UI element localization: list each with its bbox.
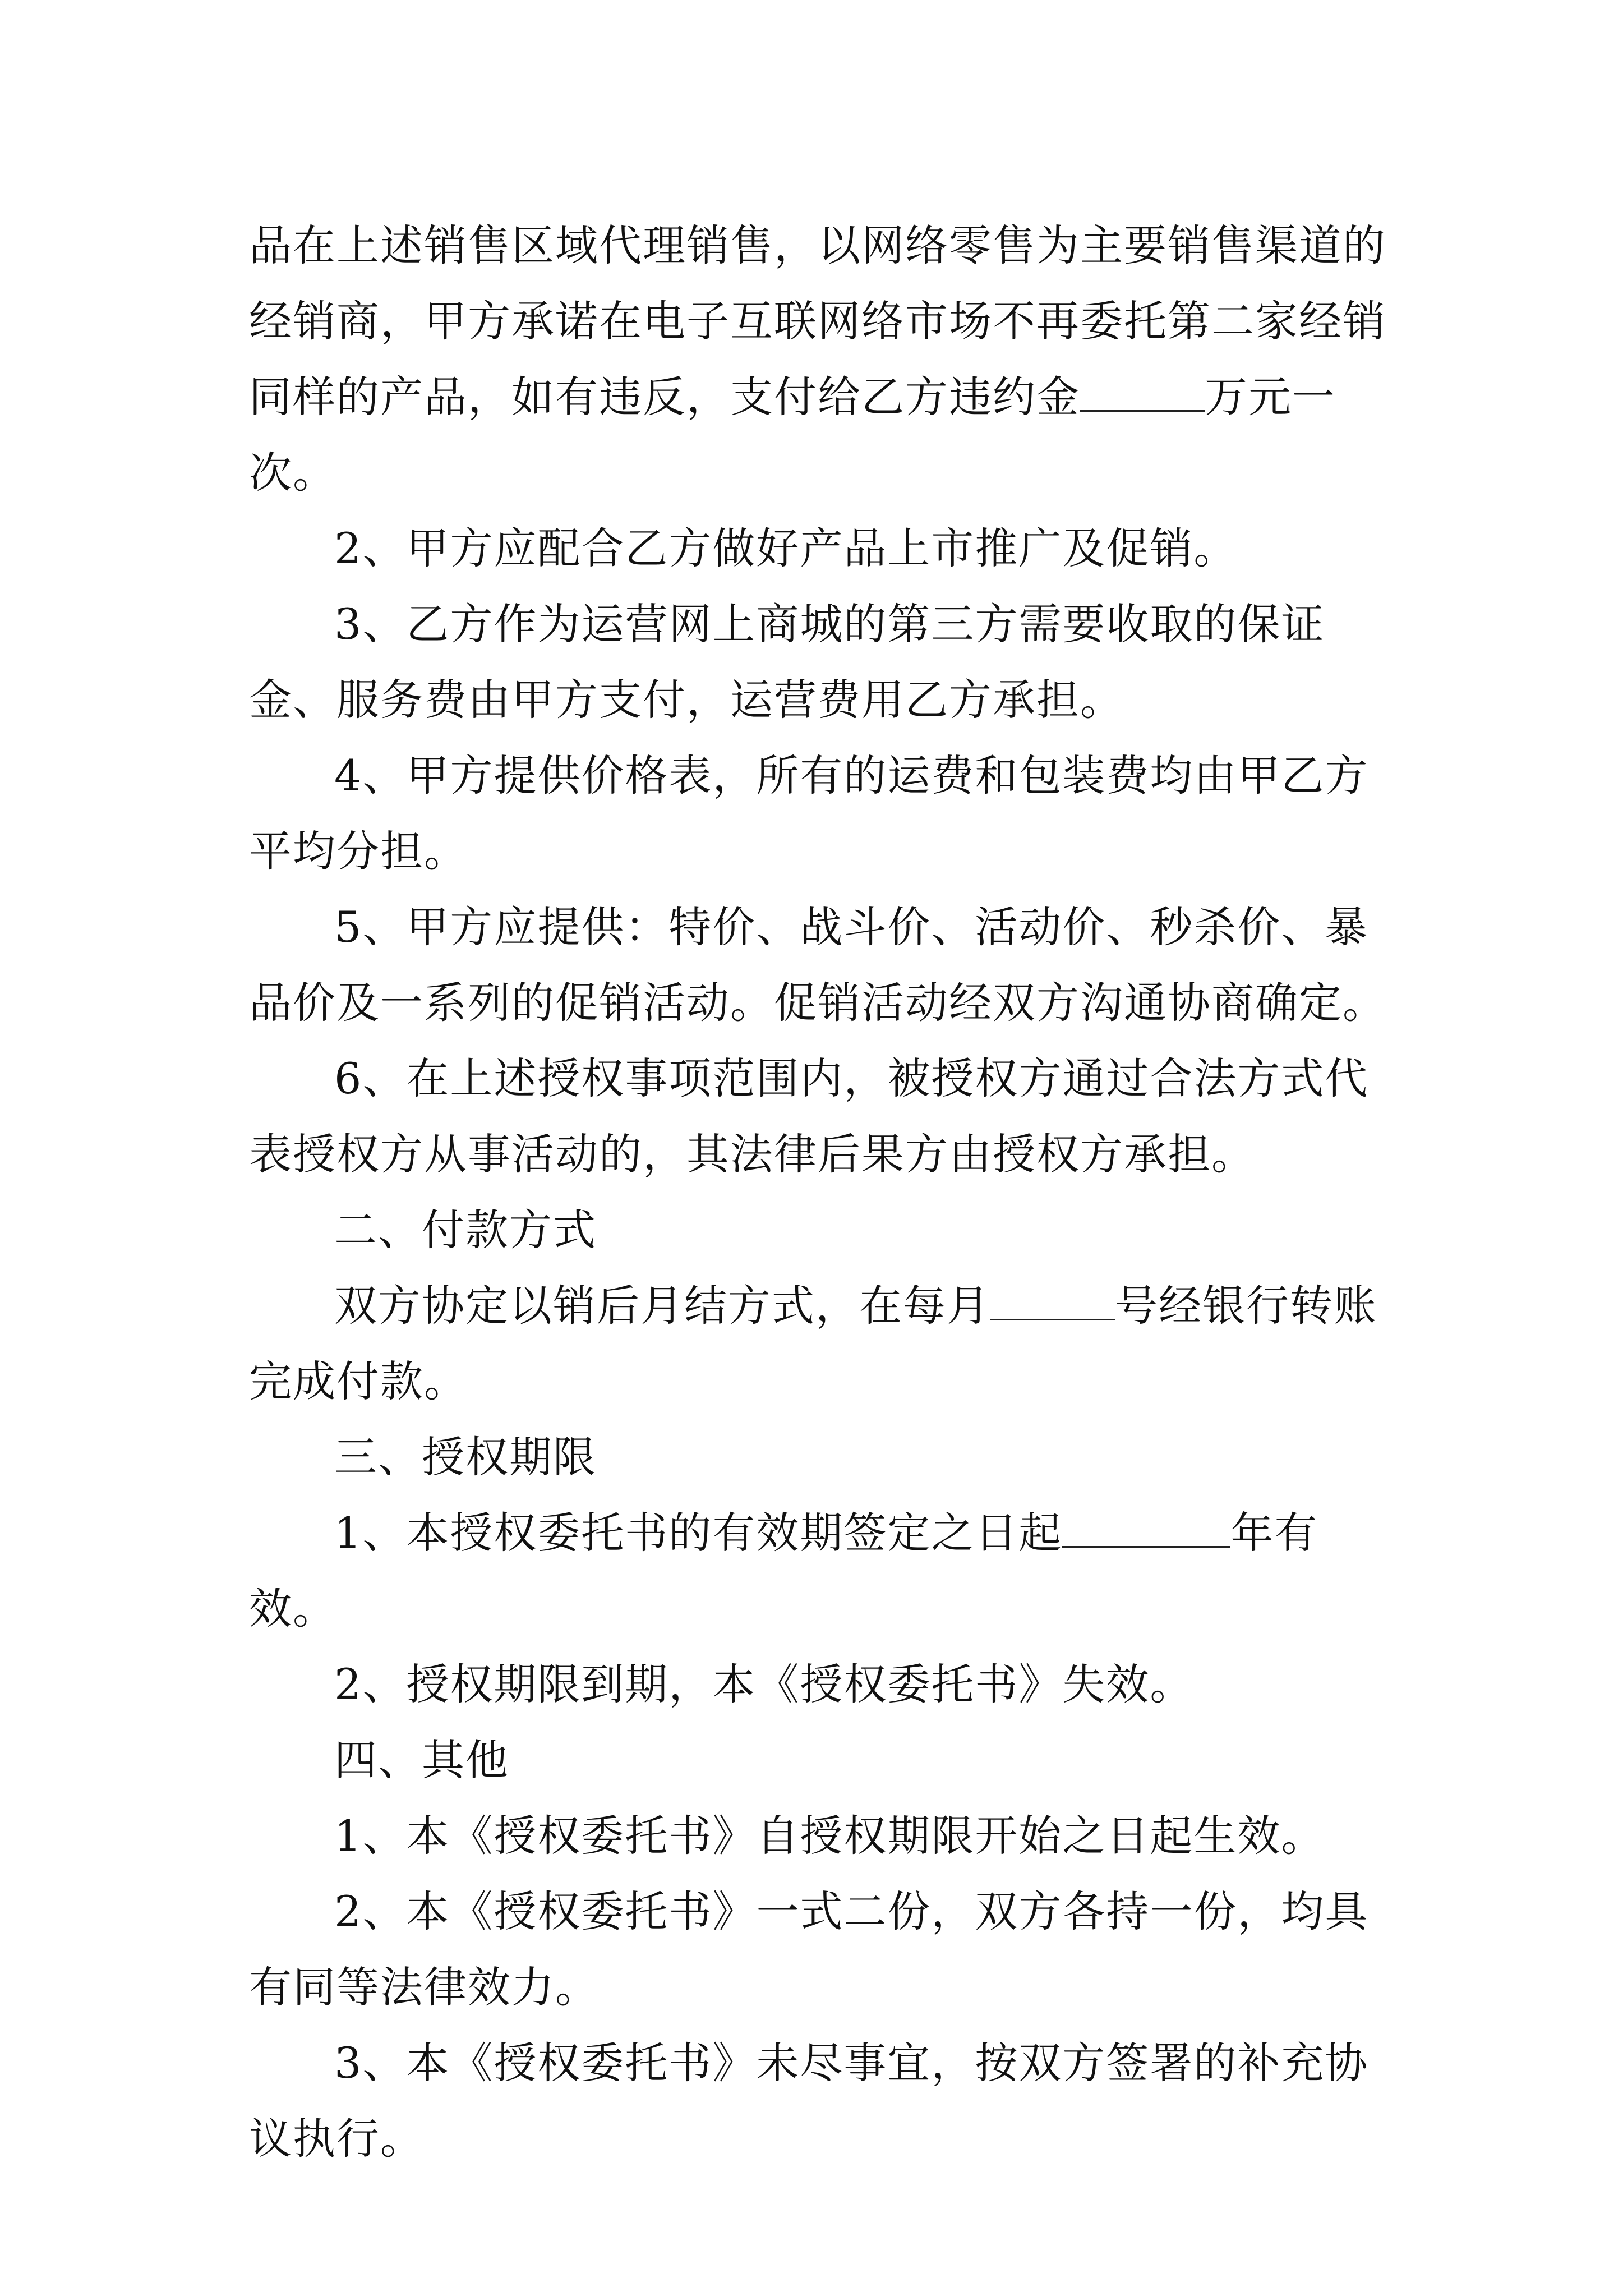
other-clause-2 <box>249 1874 1393 2025</box>
clause-5 <box>249 889 1393 1041</box>
paragraph-text: 1、本《授权委托书》自授权期限开始之日起生效。 <box>334 1811 1325 1861</box>
paragraph-text: 2、甲方应配合乙方做好产品上市推广及促销。 <box>334 523 1238 573</box>
paragraph-text: 4、甲方提供价格表，所有的运费和包装费均由甲乙方平均分担。 <box>249 751 1369 876</box>
document-body <box>249 208 1393 2177</box>
paragraph-text: 5、甲方应提供：特价、战斗价、活动价、秒杀价、暴品价及一系列的促销活动。促销活动经双方沟通协商确定。 <box>249 902 1386 1028</box>
term-clause-2 <box>249 1646 1393 1722</box>
paragraph-text: 品在上述销售区域代理销售，以网络零售为主要销售渠道的经销商，甲方承诺在电子互联网络市场不再委托第二家经销同样的产品，如有违反，支付给乙方违约金 <box>249 220 1386 422</box>
clause-6 <box>249 1041 1393 1192</box>
payment-clause <box>249 1268 1393 1419</box>
section-heading-term <box>249 1419 1393 1495</box>
clause-2 <box>249 510 1393 586</box>
clause-3 <box>249 586 1393 738</box>
paragraph-text: 6、在上述授权事项范围内，被授权方通过合法方式代表授权方从事活动的，其法律后果方由授权方承担。 <box>249 1053 1369 1179</box>
paragraph-text: 万元一次。 <box>249 372 1336 498</box>
clause-4 <box>249 738 1393 889</box>
paragraph-text: 2、授权期限到期，本《授权委托书》失效。 <box>334 1659 1194 1709</box>
paragraph-continuation <box>249 208 1393 510</box>
section-heading-payment <box>249 1192 1393 1268</box>
fill-in-blank-payment-day <box>990 1285 1115 1320</box>
paragraph-text: 年有效。 <box>249 1508 1318 1634</box>
paragraph-text: 双方协定以销后月结方式，在每月 <box>334 1281 990 1331</box>
other-clause-3 <box>249 2025 1393 2177</box>
fill-in-blank-years <box>1062 1512 1230 1548</box>
fill-in-blank-penalty-amount <box>1080 376 1205 412</box>
heading-text: 三、授权期限 <box>334 1432 597 1482</box>
paragraph-text: 2、本《授权委托书》一式二份，双方各持一份，均具有同等法律效力。 <box>249 1887 1369 2012</box>
term-clause-1 <box>249 1495 1393 1646</box>
paragraph-text: 3、乙方作为运营网上商城的第三方需要收取的保证金、服务费由甲方支付，运营费用乙方承担。 <box>249 599 1325 725</box>
other-clause-1 <box>249 1798 1393 1874</box>
heading-text: 四、其他 <box>334 1735 509 1785</box>
paragraph-text: 3、本《授权委托书》未尽事宜，按双方签署的补充协议执行。 <box>249 2038 1369 2164</box>
paragraph-text: 1、本授权委托书的有效期签定之日起 <box>334 1508 1063 1558</box>
heading-text: 二、付款方式 <box>334 1205 597 1255</box>
section-heading-other <box>249 1722 1393 1798</box>
paragraph-text: 号经银行转账完成付款。 <box>249 1281 1377 1406</box>
